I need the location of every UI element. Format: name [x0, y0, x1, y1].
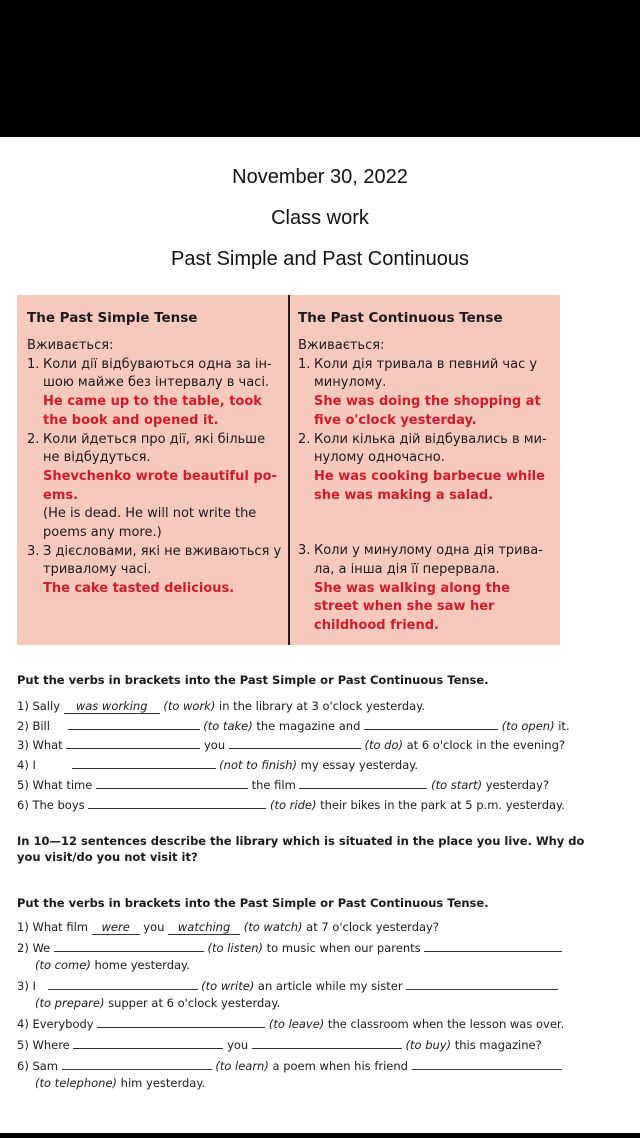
past-continuous-title: The Past Continuous Tense — [298, 310, 503, 326]
rule-example: He was cooking barbecue while she was making a salad. — [314, 468, 545, 503]
rule-text: Коли дія тривала в певний час у минулому. — [314, 356, 538, 391]
exercise2-instruction: Put the verbs in brackets into the Past Simple or Past Continuous Tense. — [17, 896, 489, 910]
answer-blank[interactable] — [364, 717, 498, 730]
past-continuous-column — [290, 295, 560, 645]
usage-label: Вживається: — [27, 338, 114, 353]
top-black-bar — [0, 0, 640, 137]
exercise2-list — [17, 919, 597, 1092]
answer-blank[interactable] — [73, 1036, 223, 1049]
grammar-table — [17, 295, 560, 645]
rule-item: 2. Коли йдеться про дії, які більше не відбудуться. Shevchenko wrote beautiful po-ems. (He is dead. He will not write the poems any more.) — [27, 431, 282, 543]
answer-blank[interactable] — [88, 796, 266, 809]
exercise-row: 5) What time the film (to start) yesterday? — [17, 777, 549, 792]
classwork-heading: Class work — [271, 207, 369, 229]
answer-blank[interactable] — [412, 1057, 562, 1070]
topic-heading: Past Simple and Past Continuous — [171, 248, 469, 270]
exercise-row: 3) I (to write) an article while my sister — [17, 977, 597, 995]
exercise-row: 6) The boys (to ride) their bikes in the park at 5 p.m. yesterday. — [17, 797, 565, 812]
answer-blank[interactable]: was working — [64, 700, 160, 714]
past-simple-column — [17, 295, 288, 645]
exercise-row: 3) What you (to do) at 6 o'clock in the evening? — [17, 738, 565, 753]
answer-blank[interactable] — [424, 939, 562, 952]
answer-blank[interactable] — [54, 939, 204, 952]
answer-blank[interactable] — [62, 1057, 212, 1070]
rule-example: The cake tasted delicious. — [43, 581, 235, 597]
exercise-row: 4) I (not to finish) my essay yesterday. — [17, 758, 419, 773]
rule-item: 3. Коли у минулому одна дія трива-ла, а інша дія її перервала. She was walking along the street when she saw her childhood friend. — [298, 542, 553, 636]
answer-blank[interactable] — [68, 717, 200, 730]
exercise-row-continuation: (to prepare) supper at 6 o'clock yesterday. — [35, 996, 281, 1010]
answer-blank[interactable] — [406, 977, 558, 990]
rule-item: 1. Коли дія тривала в певний час у минулому. She was doing the shopping at five o'clock yesterday. — [298, 356, 553, 431]
rule-text: Коли кілька дій відбувались в ми-нулому одночасно. — [314, 431, 547, 466]
rule-example: He came up to the table, took the book and opened it. — [43, 394, 262, 428]
rule-item: 3. З дієсловами, які не вживаються у тривалому часі. The cake tasted delicious. — [27, 543, 282, 599]
answer-blank[interactable] — [252, 1036, 402, 1049]
answer-blank[interactable] — [299, 776, 427, 789]
exercise-row: 6) Sam (to learn) a poem when his friend — [17, 1057, 597, 1075]
answer-blank[interactable] — [96, 776, 248, 789]
answer-blank[interactable]: were — [92, 921, 140, 935]
answer-blank[interactable] — [229, 736, 361, 749]
rule-text: Коли у минулому одна дія трива-ла, а інша дія її перервала. — [314, 543, 543, 578]
usage-label: Вживається: — [298, 338, 385, 353]
rule-example: She was walking along the street when she saw her childhood friend. — [314, 580, 510, 634]
rule-text: З дієсловами, які не вживаються у тривалому часі. — [43, 543, 282, 578]
rule-text: Коли йдеться про дії, які більше не відбудуться. — [43, 431, 266, 466]
exercise-row: 5) Where you (to buy) this magazine? — [17, 1038, 542, 1052]
exercise-row: 2) We (to listen) to music when our parents — [17, 939, 597, 957]
exercise1-instruction: Put the verbs in brackets into the Past Simple or Past Continuous Tense. — [17, 673, 489, 687]
exercise-row: 1) What film were you watching (to watch) at 7 o'clock yesterday? — [17, 920, 439, 934]
answer-blank[interactable] — [66, 736, 200, 749]
rule-item: 2. Коли кілька дій відбувались в ми-нулому одночасно. He was cooking barbecue while she was making a salad. — [298, 431, 553, 506]
exercise-row-continuation: (to come) home yesterday. — [35, 958, 190, 972]
rule-example: She was doing the shopping at five o'clock yesterday. — [314, 394, 541, 428]
exercise1-list — [17, 697, 597, 815]
rule-note: (He is dead. He will not write the poems any more.) — [43, 506, 257, 541]
bottom-black-bar — [0, 1133, 640, 1138]
exercise-row-continuation: (to telephone) him yesterday. — [35, 1076, 206, 1090]
answer-blank[interactable] — [72, 756, 216, 769]
exercise-row: 4) Everybody (to leave) the classroom when the lesson was over. — [17, 1017, 565, 1031]
rule-item: 1. Коли дії відбуваються одна за ін-шою майже без інтервалу в часі. He came up to the table, took the book and opened it. — [27, 356, 282, 431]
date-heading: November 30, 2022 — [232, 166, 408, 188]
rule-example: Shevchenko wrote beautiful po-ems. — [43, 468, 277, 503]
answer-blank[interactable]: watching — [168, 921, 240, 935]
exercise-row: 1) Sally was working (to work) in the library at 3 o'clock yesterday. — [17, 699, 426, 713]
rule-text: Коли дії відбуваються одна за ін-шою майже без інтервалу в часі. — [43, 356, 272, 391]
answer-blank[interactable] — [97, 1015, 265, 1028]
exercise-row: 2) Bill (to take) the magazine and (to open) it. — [17, 718, 570, 733]
describe-library-task: In 10—12 sentences describe the library which is situated in the place you live. Why do you visit/do you not visit it? — [17, 834, 585, 864]
past-simple-title: The Past Simple Tense — [27, 310, 198, 326]
answer-blank[interactable] — [48, 977, 198, 990]
